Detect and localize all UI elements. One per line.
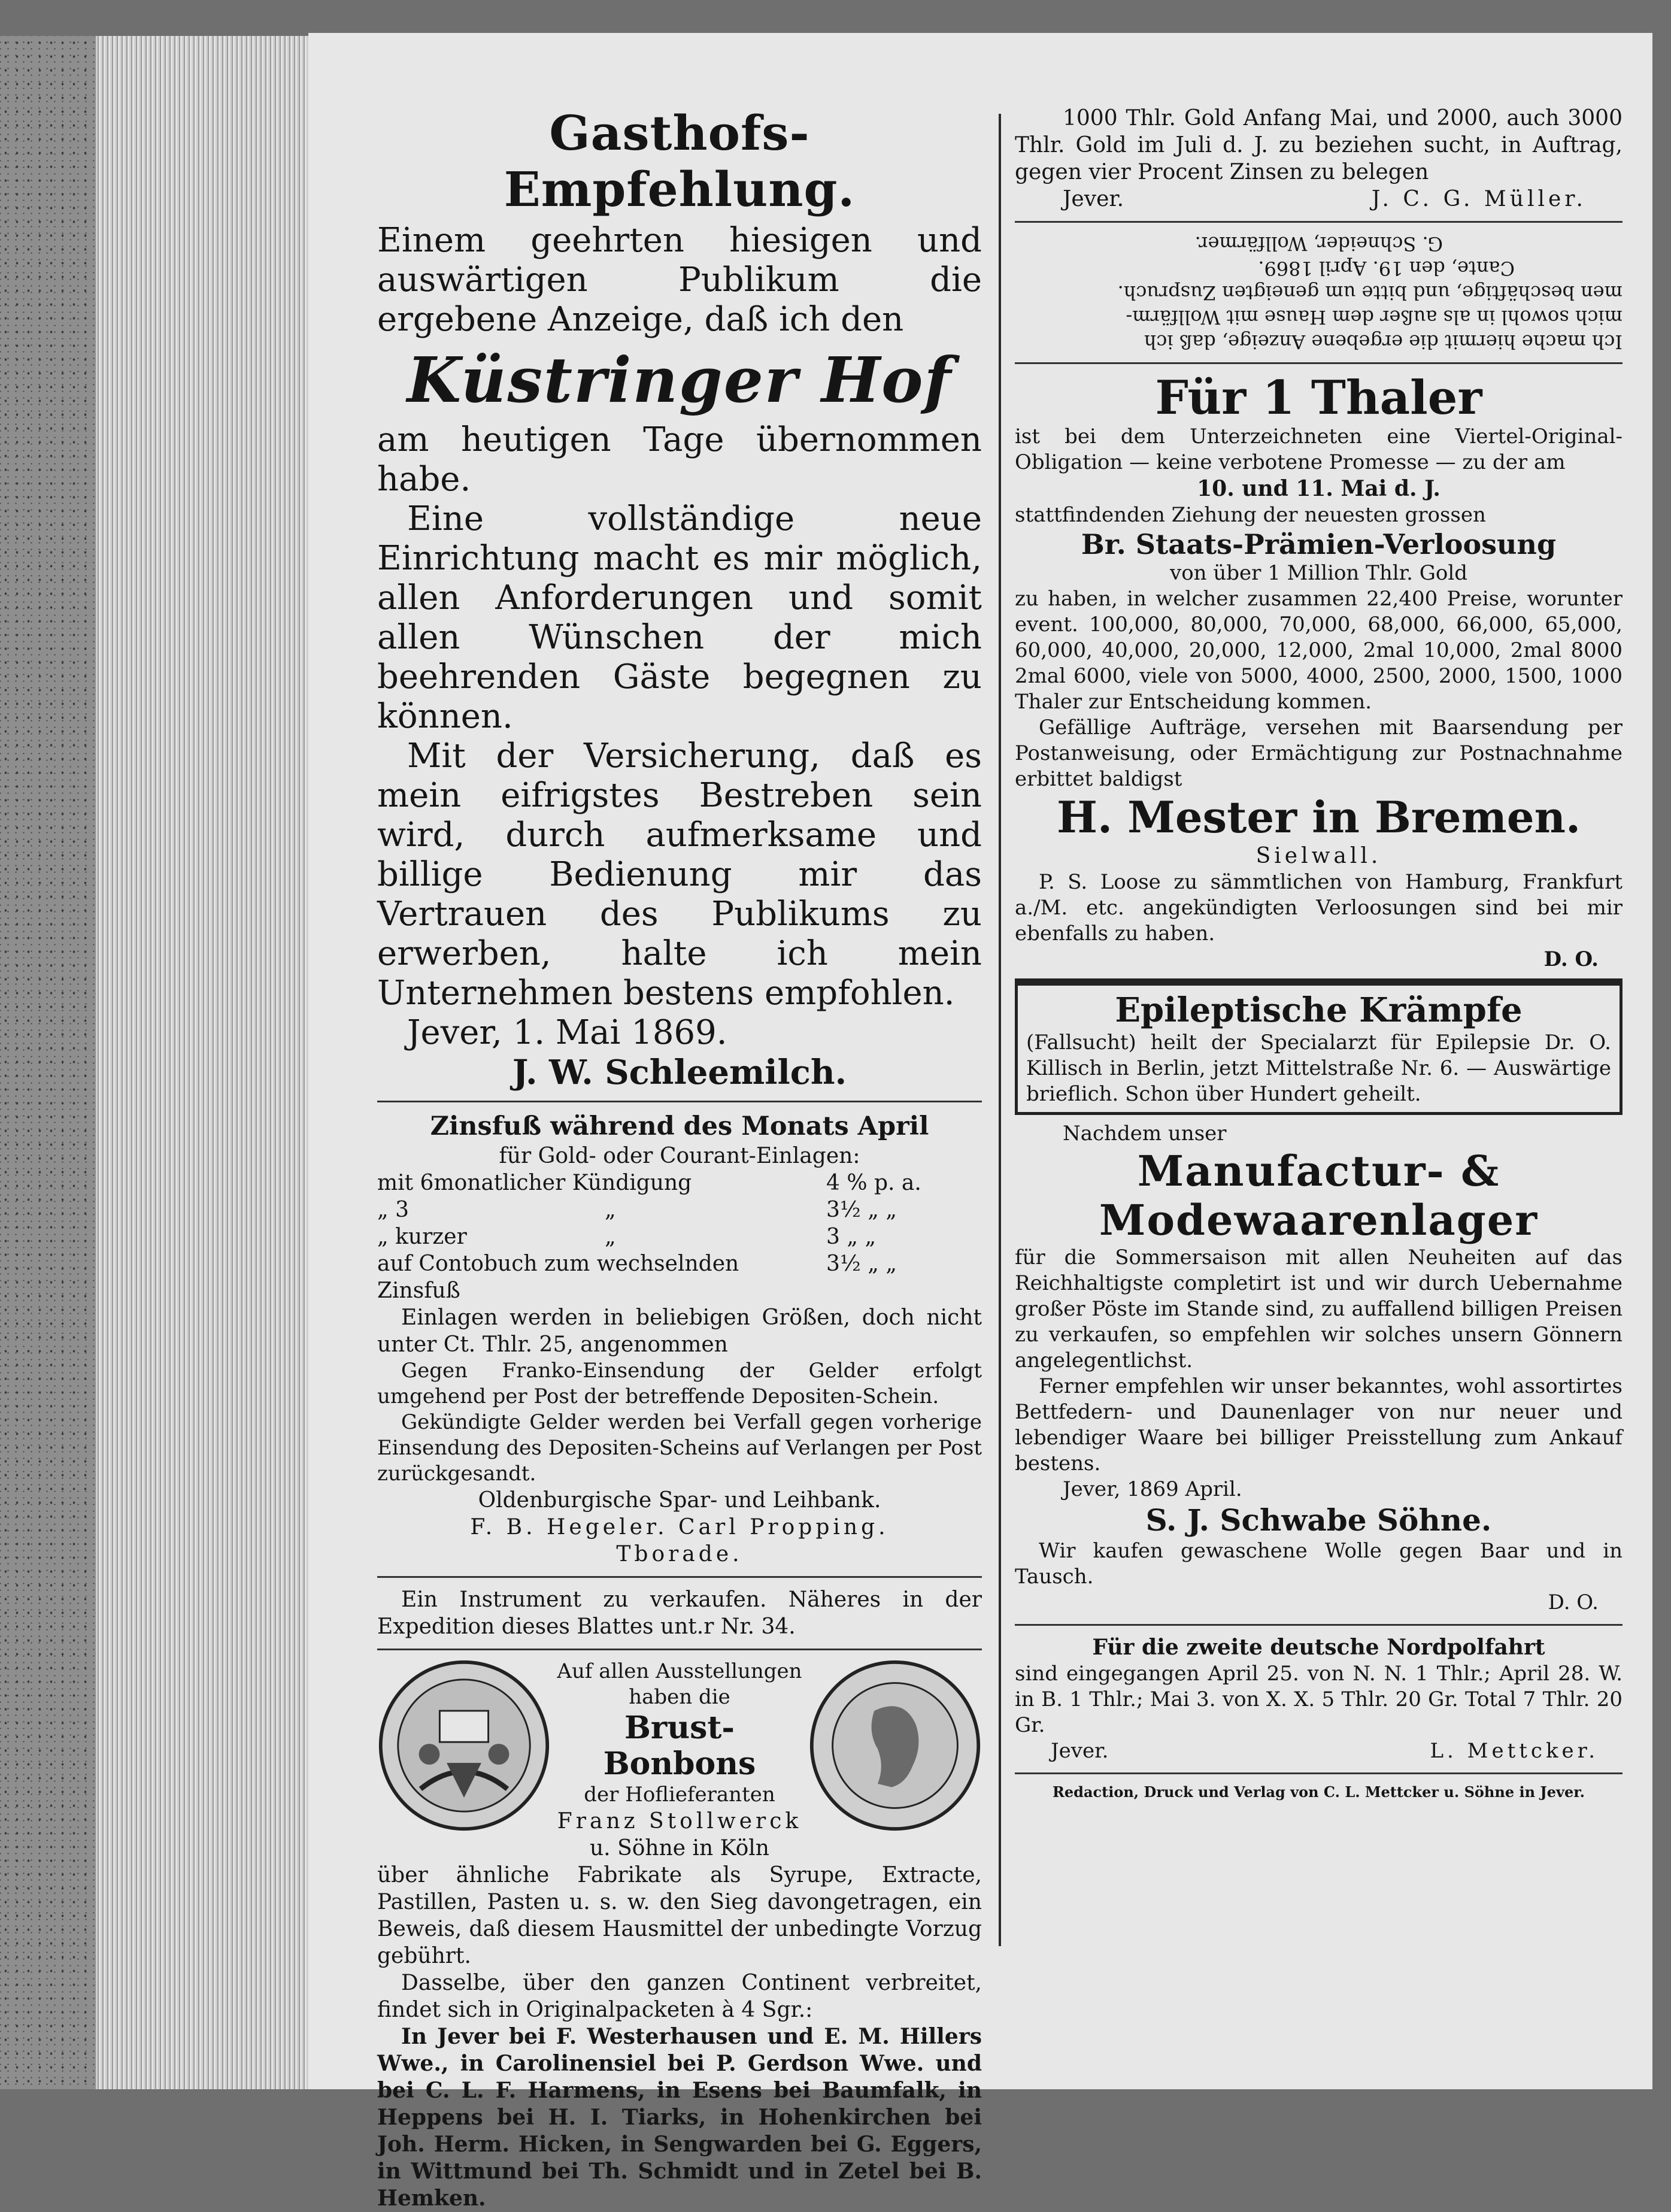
zins-bank: Oldenburgische Spar- und Leihbank. <box>478 1488 881 1513</box>
gold-ad <box>1015 105 1623 213</box>
nordpol-ad <box>1015 1634 1623 1764</box>
zins-para1: Einlagen werden in beliebigen Größen, doch nicht unter Ct. Thlr. 25, angenommen <box>377 1305 982 1357</box>
gold-place: Jever. <box>1063 187 1124 211</box>
medal-row <box>377 1659 982 1862</box>
zins-ad <box>377 1111 982 1568</box>
napoleon-medal-icon <box>808 1659 982 1832</box>
epilepsy-title: Epileptische Krämpfe <box>1115 990 1523 1030</box>
bonbons-firm: Franz Stollwerck <box>557 1809 802 1834</box>
imprint: Redaction, Druck und Verlag von C. L. Mettcker u. Söhne in Jever. <box>1052 1783 1585 1801</box>
lottery-amount: von über 1 Million Thlr. Gold <box>1169 561 1467 585</box>
zins-row-mid: „ <box>605 1225 616 1249</box>
manufactur-para2: Ferner empfehlen wir unser bekanntes, wohl assortirtes Bettfedern- und Daunenlager von nur neuer und lebendiger Waare bei billiger Preisstellung zum Ankauf bestens. <box>1015 1374 1623 1475</box>
zins-row-label: auf Contobuch zum wechselnden Zinsfuß <box>377 1252 739 1303</box>
bonbons-para3: In Jever bei F. Westerhausen und E. M. Hillers Wwe., in Carolinensiel bei P. Gerdson Wwe. und bei C. L. F. Harmens, in Esens bei Baumfalk, in Heppens bei H. I. Tiarks, in Hohenkirchen bei Joh. Herm. Hicken, in Sengwarden bei G. Eggers, in Wittmund bei Th. Schmidt und in Zetel bei B. Hemken. <box>377 2024 982 2211</box>
inverted-line: Cante, den 19. April 1869. <box>1258 257 1515 280</box>
book-cover-edge <box>0 36 96 2089</box>
gasthof-line2: am heutigen Tage übernommen habe. <box>377 420 982 499</box>
newspaper-page <box>308 33 1652 2211</box>
lottery-street: Sielwall. <box>1255 844 1382 868</box>
zins-para3: Gekündigte Gelder werden bei Verfall gegen vorherige Einsendung des Depositen-Scheins auf Verlangen per Post zurückgesandt. <box>377 1410 982 1486</box>
zins-row <box>377 1223 982 1250</box>
zins-row <box>377 1250 982 1304</box>
epilepsy-text: (Fallsucht) heilt der Specialarzt für Epilepsie Dr. O. Killisch in Berlin, jetzt Mittelstraße Nr. 6. — Auswärtige brieflich. Schon über Hundert geheilt. <box>1026 1031 1611 1106</box>
zins-names: F. B. Hegeler. Carl Propping. <box>470 1515 889 1540</box>
bonbons-side-text2: der Hoflieferanten <box>584 1783 775 1807</box>
manufactur-firm: S. J. Schwabe Söhne. <box>1145 1502 1492 1538</box>
bonbons-para2: Dasselbe, über den ganzen Continent verbreitet, findet sich in Originalpacketen à 4 Sgr.: <box>377 1971 982 2022</box>
manufactur-ad <box>1015 1121 1623 1616</box>
inverted-ad <box>1015 231 1623 354</box>
lottery-title: Für 1 Thaler <box>1155 371 1482 425</box>
nordpol-footer <box>1015 1738 1623 1764</box>
right-column <box>1015 105 1623 1802</box>
nordpol-name: L. Mettcker. <box>1430 1739 1599 1763</box>
exhibition-medal-icon <box>377 1659 551 1832</box>
manufactur-sig: D. O. <box>1548 1590 1599 1614</box>
lottery-para2: stattfindenden Ziehung der neuesten grossen <box>1015 503 1486 527</box>
manufactur-title1: Manufactur- & <box>1137 1146 1500 1196</box>
gold-name: J. C. G. Müller. <box>1371 187 1587 211</box>
manufactur-intro: Nachdem unser <box>1063 1122 1227 1146</box>
inverted-line: mich sowohl in als außer dem Hause mit Wollfärm- <box>1126 306 1623 329</box>
zins-row-label: „ kurzer <box>377 1225 467 1249</box>
epilepsy-ad <box>1015 978 1623 1115</box>
manufactur-place-date: Jever, 1869 April. <box>1063 1477 1242 1501</box>
zins-row-value: 4 % p. a. <box>826 1171 921 1195</box>
rule <box>1015 221 1623 223</box>
gasthof-intro: Einem geehrten hiesigen und auswärtigen Publikum die ergebene Anzeige, daß ich den <box>377 221 982 339</box>
inverted-line: men beschäftige, und bitte um geneigten Zuspruch. <box>1117 281 1623 304</box>
inverted-line: G. Schneider, Wollfärmer. <box>1194 232 1443 255</box>
rule <box>1015 1624 1623 1626</box>
lottery-firm: H. Mester in Bremen. <box>1056 792 1581 843</box>
lottery-para4: Gefällige Aufträge, versehen mit Baarsendung per Postanweisung, oder Ermächtigung zur Postnachnahme erbittet baldigst <box>1015 716 1623 791</box>
bonbons-side-text1: Auf allen Ausstellungen haben die <box>557 1659 802 1709</box>
gold-footer <box>1015 186 1623 213</box>
nordpol-place: Jever. <box>1051 1739 1109 1763</box>
zins-para2: Gegen Franko-Einsendung der Gelder erfolgt umgehend per Post der betreffende Depositen-Schein. <box>377 1359 982 1408</box>
lottery-ad <box>1015 372 1623 972</box>
lottery-name: Br. Staats-Prämien-Verloosung <box>1081 528 1557 560</box>
bonbons-para1: über ähnliche Fabrikate als Syrupe, Extracte, Pastillen, Pasten u. s. w. den Sieg davongetragen, ein Beweis, daß diesem Hausmittel der unbedingte Vorzug gebührt. <box>377 1863 982 1968</box>
zins-row-label: „ 3 <box>377 1198 409 1222</box>
column-divider <box>999 114 1001 1946</box>
inverted-line: Ich mache hiermit die ergebene Anzeige, daß ich <box>1144 331 1623 353</box>
bonbons-firm2: u. Söhne in Köln <box>590 1836 769 1860</box>
manufactur-wool: Wir kaufen gewaschene Wolle gegen Baar und in Tausch. <box>1015 1539 1623 1589</box>
gasthof-ad <box>377 105 982 1092</box>
gasthof-para2: Mit der Versicherung, daß es mein eifrigstes Bestreben sein wird, durch aufmerksame und billige Bedienung mir das Vertrauen des Publikums zu erwerben, halte ich mein Unternehmen bestens empfohlen. <box>377 737 982 1013</box>
book-page-edges <box>96 36 311 2089</box>
gasthof-para1: Eine vollständige neue Einrichtung macht es mir möglich, allen Anforderungen und somit allen Wünschen der mich beehrenden Gäste begegnen zu können. <box>377 499 982 736</box>
manufactur-title2: Modewaarenlager <box>1099 1195 1539 1245</box>
zins-row <box>377 1196 982 1223</box>
zins-subtitle: für Gold- oder Courant-Einlagen: <box>499 1144 860 1168</box>
lottery-para3: zu haben, in welcher zusammen 22,400 Preise, worunter event. 100,000, 80,000, 70,000, 68,000, 66,000, 65,000, 60,000, 40,000, 20,000, 12,000, 2mal 10,000, 2mal 8000 2mal 6000, viele von 5000, 4000, 2500, 2000, 1500, 1000 Thaler zur Entscheidung kommen. <box>1015 587 1623 714</box>
manufactur-para1: für die Sommersaison mit allen Neuheiten auf das Reichhaltigste completirt ist und wir durch Uebernahme großer Pöste im Stande sind, zu auffallend billigen Preisen zu verkaufen, so empfehlen wir solches unsern Gönnern angelegentlichst. <box>1015 1246 1623 1372</box>
bonbons-ad <box>377 1659 982 2212</box>
zins-title: Zinsfuß während des Monats April <box>430 1111 929 1141</box>
hotel-name: Küstringer Hof <box>407 343 953 417</box>
lottery-dates: 10. und 11. Mai d. J. <box>1197 476 1440 501</box>
lottery-sig: D. O. <box>1543 947 1599 971</box>
instrument-ad: Ein Instrument zu verkaufen. Näheres in der Expedition dieses Blattes unt.r Nr. 34. <box>377 1587 982 1639</box>
rule <box>1015 1772 1623 1774</box>
rule <box>377 1576 982 1578</box>
zins-row-value: 3½ „ „ <box>826 1198 897 1222</box>
zins-place: Tborade. <box>616 1542 743 1566</box>
gasthof-signature: J. W. Schleemilch. <box>512 1053 847 1092</box>
zins-row-value: 3½ „ „ <box>826 1252 897 1276</box>
bonbons-product: Brust-Bonbons <box>603 1710 756 1782</box>
zins-row-label: mit 6monatlicher Kündigung <box>377 1171 692 1195</box>
zins-row <box>377 1169 982 1196</box>
lottery-ps: P. S. Loose zu sämmtlichen von Hamburg, Frankfurt a./M. etc. angekündigten Verloosungen sind bei mir ebenfalls zu haben. <box>1015 870 1623 946</box>
bonbons-center <box>551 1659 808 1862</box>
lottery-para1: ist bei dem Unterzeichneten eine Viertel-Original-Obligation — keine verbotene Promesse — zu der am <box>1015 425 1623 474</box>
nordpol-title: Für die zweite deutsche Nordpolfahrt <box>1092 1635 1545 1660</box>
nordpol-text: sind eingegangen April 25. von N. N. 1 Thlr.; April 28. W. in B. 1 Thlr.; Mai 3. von X. X. 5 Thlr. 20 Gr. Total 7 Thlr. 20 Gr. <box>1015 1662 1623 1737</box>
rule <box>377 1649 982 1650</box>
gasthof-place-date: Jever, 1. Mai 1869. <box>407 1013 727 1052</box>
gasthof-title: Gasthofs-Empfehlung. <box>504 105 856 217</box>
zins-row-value: 3 „ „ <box>826 1225 877 1249</box>
left-column <box>377 105 982 2212</box>
zins-row-mid: „ <box>605 1198 616 1222</box>
rule <box>377 1101 982 1102</box>
gold-text: 1000 Thlr. Gold Anfang Mai, und 2000, auch 3000 Thlr. Gold im Juli d. J. zu beziehen sucht, in Auftrag, gegen vier Procent Zinsen zu belegen <box>1015 106 1623 184</box>
rule <box>1015 362 1623 364</box>
